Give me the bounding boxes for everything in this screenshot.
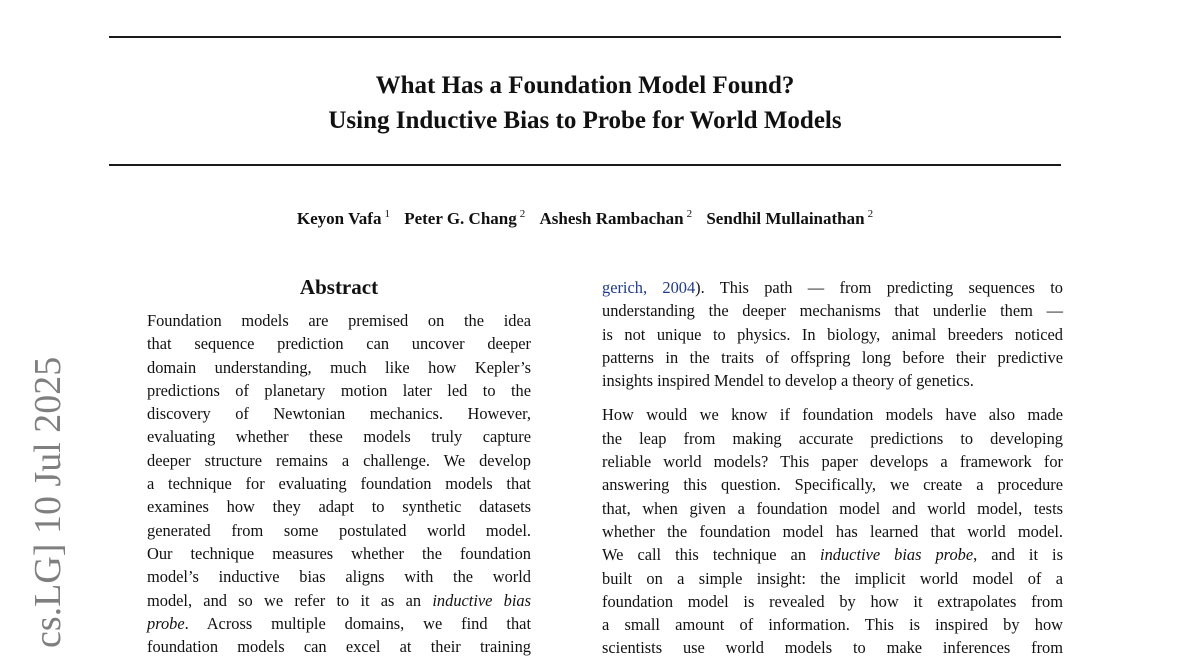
abstract-text	[147, 309, 531, 658]
author: Peter G. Chang $^2$	[404, 208, 526, 228]
abstract-line: probe. Across multiple domains, we find that	[147, 613, 531, 633]
title-line-1: What Has a Foundation Model Found?	[375, 72, 795, 99]
author: Keyon Vafa $^1$	[296, 208, 390, 228]
italic-term: inductive bias	[432, 590, 531, 610]
body-text-right-column	[602, 276, 1063, 660]
body-line: the leap from making accurate predictions to developing	[602, 428, 1063, 448]
italic-term: inductive bias probe	[820, 545, 974, 565]
citation-link[interactable]: gerich, 2004	[602, 278, 696, 297]
abstract-line: Foundation models are premised on the idea	[147, 311, 531, 330]
abstract-line: deeper structure remains a challenge. We develop	[147, 450, 531, 470]
abstract-line: foundation models can excel at their training	[147, 637, 531, 657]
body-line: How would we know if foundation models have also made	[602, 405, 1063, 425]
body-line: gerich, 2004). This path — from predicting sequences to	[602, 278, 1063, 297]
top-rule	[109, 36, 1061, 38]
abstract-line: domain understanding, much like how Kepler’s	[147, 357, 531, 377]
arxiv-stamp: cs.LG] 10 Jul 2025	[27, 356, 69, 648]
abstract-line: examines how they adapt to synthetic datasets	[147, 497, 531, 517]
body-line: is not unique to physics. In biology, animal breeders noticed	[602, 324, 1063, 344]
paper-title	[109, 68, 1061, 138]
body-line: whether the foundation model has learned that world model.	[602, 521, 1063, 541]
body-line: foundation model is revealed by how it extrapolates from	[602, 591, 1063, 611]
body-line: reliable world models? This paper develops a framework for	[602, 452, 1063, 472]
body-line: scientists use world models to make inferences from	[602, 638, 1063, 658]
body-line: patterns in the traits of offspring long before their predictive	[602, 347, 1063, 367]
abstract-heading: Abstract	[299, 275, 379, 299]
author: Sendhil Mullainathan $^2$	[706, 208, 874, 228]
body-line: that, when given a foundation model and world model, tests	[602, 498, 1063, 518]
bottom-rule	[109, 164, 1061, 166]
italic-term: probe	[147, 613, 185, 633]
abstract-line: discovery of Newtonian mechanics. However,	[147, 404, 531, 424]
body-line: We call this technique an inductive bias probe, and it is	[602, 545, 1063, 565]
body-line: a small amount of information. This is inspired by how	[602, 615, 1063, 635]
author: Ashesh Rambachan $^2$	[539, 208, 693, 228]
body-line: answering this question. Specifically, we create a procedure	[602, 475, 1063, 495]
abstract-line: model’s inductive bias aligns with the world	[147, 567, 531, 587]
body-line: insights inspired Mendel to develop a theory of genetics.	[602, 371, 974, 391]
body-line: understanding the deeper mechanisms that underlie them —	[602, 301, 1063, 321]
abstract-line: Our technique measures whether the foundation	[147, 543, 531, 563]
author-list	[109, 208, 1061, 230]
abstract-line: predictions of planetary motion later led to the	[147, 380, 531, 400]
title-line-2: Using Inductive Bias to Probe for World Models	[328, 107, 842, 134]
abstract-line: that sequence prediction can uncover deeper	[147, 334, 531, 354]
abstract-line: a technique for evaluating foundation models that	[147, 474, 531, 494]
abstract-line: generated from some postulated world model.	[147, 520, 531, 540]
body-line: built on a simple insight: the implicit world model of a	[602, 568, 1063, 588]
abstract-line: evaluating whether these models truly capture	[147, 427, 531, 447]
abstract-line: model, and so we refer to it as an inductive bias	[147, 590, 531, 610]
